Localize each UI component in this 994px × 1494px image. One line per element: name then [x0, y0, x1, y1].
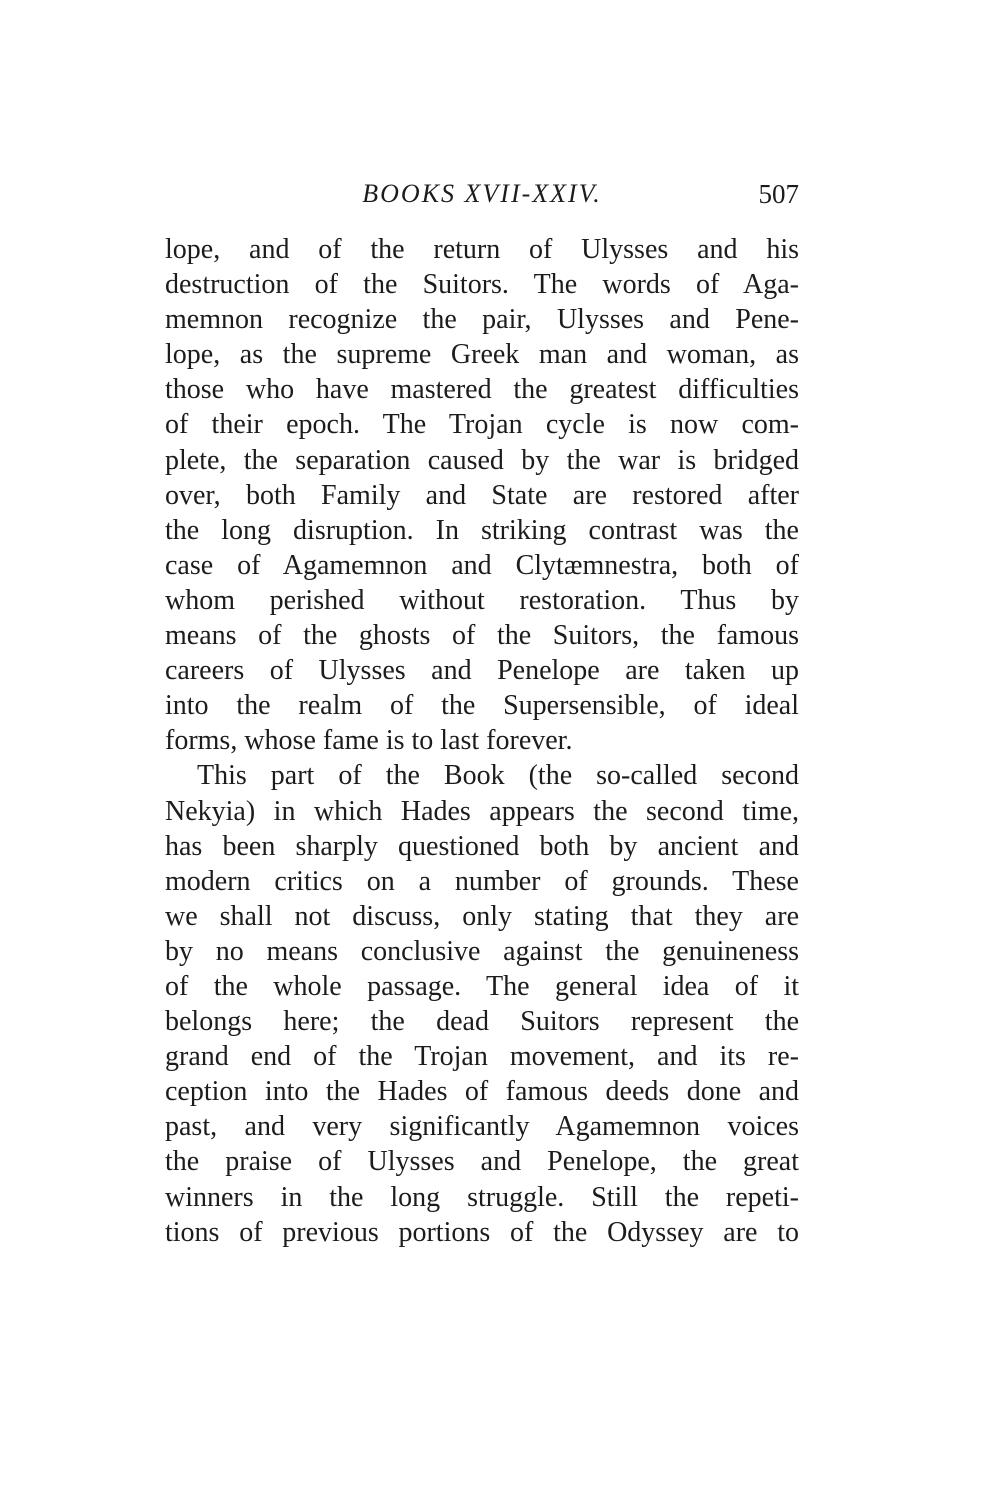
text-line: careers of Ulysses and Penelope are taken up — [165, 655, 799, 687]
text-line: those who have mastered the greatest difficulties — [165, 374, 799, 406]
text-line: ception into the Hades of famous deeds done and — [165, 1076, 799, 1108]
text-line: destruction of the Suitors. The words of Aga- — [165, 269, 799, 301]
text-line: past, and very significantly Agamemnon voices — [165, 1111, 799, 1143]
text-line: the praise of Ulysses and Penelope, the great — [165, 1146, 799, 1178]
text-line: of their epoch. The Trojan cycle is now com- — [165, 409, 799, 441]
text-line: lope, and of the return of Ulysses and his — [165, 234, 799, 265]
text-line: plete, the separation caused by the war is bridged — [165, 444, 799, 476]
running-title: BOOKS XVII-XXIV. — [362, 179, 602, 208]
text-line: the long disruption. In striking contrast was the — [165, 514, 799, 546]
text-line: forms, whose fame is to last forever. — [165, 725, 573, 757]
text-line: tions of previous portions of the Odyssey are to — [165, 1216, 799, 1248]
text-line: means of the ghosts of the Suitors, the famous — [165, 620, 799, 652]
text-line: over, both Family and State are restored after — [165, 479, 799, 511]
text-line: into the realm of the Supersensible, of ideal — [165, 690, 799, 722]
body-text — [165, 232, 799, 1250]
text-line: we shall not discuss, only stating that they are — [165, 900, 799, 932]
text-line: This part of the Book (the so-called second — [197, 760, 799, 792]
text-line: belongs here; the dead Suitors represent the — [165, 1006, 799, 1038]
text-line: has been sharply questioned both by ancient and — [165, 830, 799, 862]
text-line: memnon recognize the pair, Ulysses and Pene- — [165, 304, 799, 336]
paragraph-2 — [165, 758, 799, 1249]
text-line: whom perished without restoration. Thus by — [165, 584, 799, 616]
running-head — [165, 174, 799, 214]
text-line: modern critics on a number of grounds. These — [165, 865, 799, 897]
text-line: Nekyia) in which Hades appears the second time, — [165, 795, 799, 827]
text-line: lope, as the supreme Greek man and woman, as — [165, 339, 799, 371]
text-line: winners in the long struggle. Still the repeti- — [165, 1181, 799, 1213]
text-line: case of Agamemnon and Clytæmnestra, both of — [165, 549, 799, 581]
page-number: 507 — [758, 179, 799, 209]
text-line: grand end of the Trojan movement, and its re- — [165, 1041, 799, 1073]
paragraph-1 — [165, 232, 799, 758]
text-line: by no means conclusive against the genuineness — [165, 935, 799, 967]
text-line: of the whole passage. The general idea of it — [165, 970, 799, 1002]
